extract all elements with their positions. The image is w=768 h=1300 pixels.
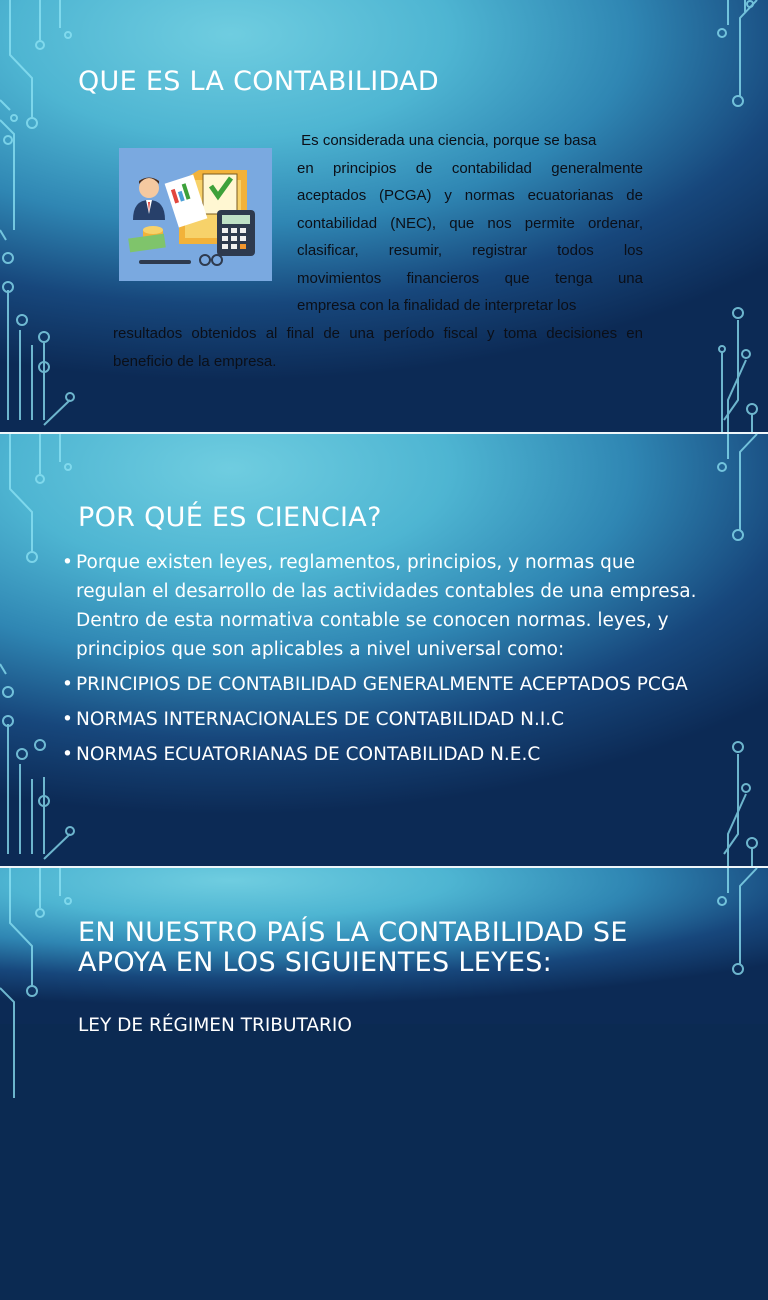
bullet-text: Porque existen leyes, reglamentos, principios, y normas que regulan el desarrollo de las actividades contables de una empresa. Dentro de esta normativa contable se conocen normas. leyes, y principios que son aplicables a nivel universal como: xyxy=(76,552,697,660)
bullet-icon: • xyxy=(62,709,73,730)
bullet-icon: • xyxy=(62,744,73,765)
slide-1 xyxy=(0,0,768,432)
slide-3 xyxy=(0,868,768,1036)
bullet-text: NORMAS ECUATORIANAS DE CONTABILIDAD N.E.C xyxy=(76,744,541,765)
slide-title: EN NUESTRO PAÍS LA CONTABILIDAD SE APOYA EN LOS SIGUIENTES LEYES: xyxy=(78,917,628,978)
accounting-illustration-icon xyxy=(119,148,272,281)
bullet-icon: • xyxy=(62,552,73,573)
slide-2 xyxy=(0,434,768,866)
paragraph-line: en principios de contabilidad generalmente xyxy=(297,159,643,177)
list-item xyxy=(62,705,702,734)
slide-title: QUE ES LA CONTABILIDAD xyxy=(78,66,439,97)
paragraph-line: movimientos financieros que tenga una xyxy=(297,269,643,287)
bullet-text: NORMAS INTERNACIONALES DE CONTABILIDAD N.I.C xyxy=(76,709,565,730)
paragraph-line: aceptados (PCGA) y normas ecuatorianas de xyxy=(297,187,643,204)
paragraph-line: contabilidad (NEC), que nos permite ordenar, xyxy=(297,214,643,232)
list-item xyxy=(62,670,702,699)
definition-paragraph xyxy=(297,127,643,320)
paragraph-line: empresa con la finalidad de interpretar los xyxy=(297,297,577,314)
list-item xyxy=(62,548,702,664)
list-item xyxy=(62,740,702,769)
paragraph-line: clasificar, resumir, registrar todos los xyxy=(297,242,643,259)
slide-title: POR QUÉ ES CIENCIA? xyxy=(78,502,382,533)
definition-paragraph-continuation: resultados obtenidos al final de una período fiscal y toma decisiones en beneficio de la empresa. xyxy=(113,325,643,370)
bullet-text: LEY DE RÉGIMEN TRIBUTARIO xyxy=(78,1015,352,1036)
paragraph-line: Es considerada una ciencia, porque se basa xyxy=(297,132,597,149)
bullet-text: PRINCIPIOS DE CONTABILIDAD GENERALMENTE ACEPTADOS PCGA xyxy=(76,674,688,695)
bullet-list xyxy=(62,548,702,775)
bullet-icon: • xyxy=(62,674,73,695)
